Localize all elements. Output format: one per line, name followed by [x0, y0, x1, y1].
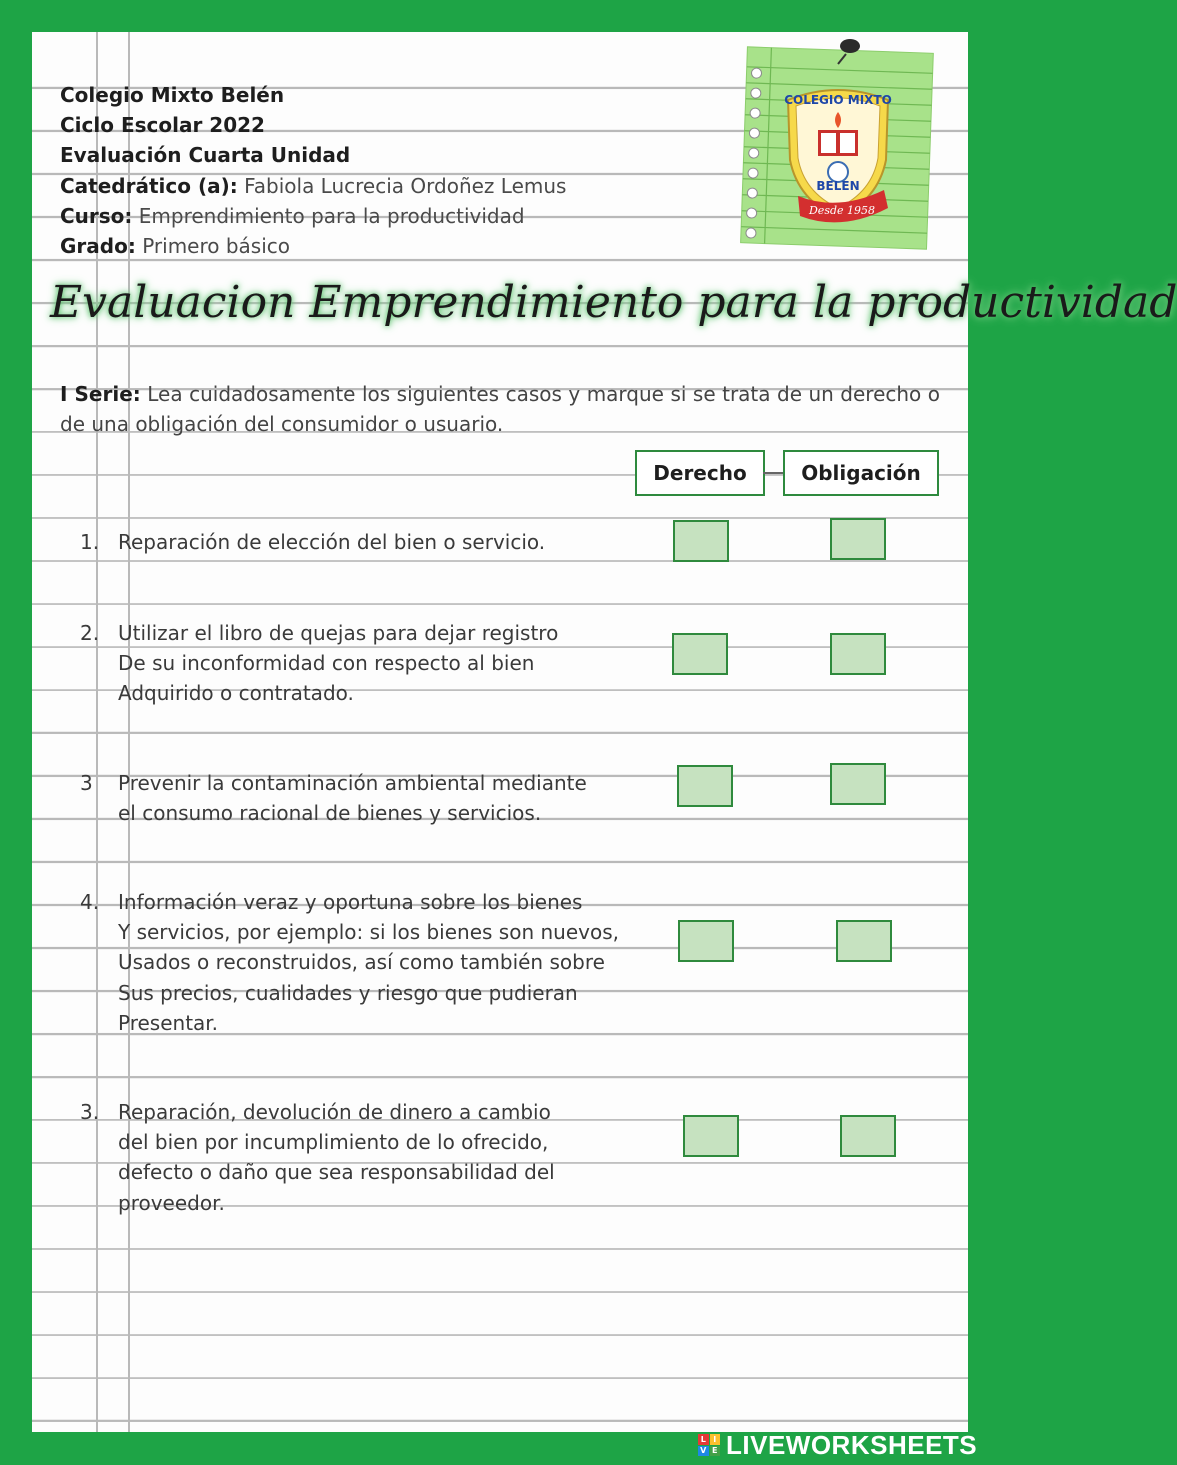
question-item	[80, 768, 678, 828]
logo-badge-letter: I	[710, 1434, 721, 1445]
answer-box-derecho-1[interactable]	[673, 520, 729, 562]
question-item	[80, 527, 678, 557]
answer-box-obligacion-2[interactable]	[830, 633, 886, 675]
question-text: De su inconformidad con respecto al bien	[118, 651, 535, 676]
logo-top-text: COLEGIO MIXTO	[784, 93, 892, 107]
course-value: Emprendimiento para la productividad	[138, 203, 525, 228]
question-text: Sus precios, cualidades y riesgo que pudieran	[118, 980, 578, 1005]
logo-badge-letter: V	[698, 1446, 709, 1457]
instructions-label: I Serie:	[60, 382, 141, 406]
question-text: Información veraz y oportuna sobre los bienes	[118, 890, 583, 914]
grade-label: Grado:	[60, 234, 136, 259]
question-text: el consumo racional de bienes y servicios.	[118, 801, 542, 826]
logo-ribbon-text: Desde 1958	[808, 204, 876, 217]
school-logo	[738, 40, 936, 254]
header-connector	[763, 472, 783, 474]
question-item	[80, 887, 678, 1038]
question-text: Y servicios, por ejemplo: si los bienes son nuevos,	[118, 920, 619, 945]
school-name: Colegio Mixto Belén	[60, 83, 285, 107]
column-header-derecho: Derecho	[635, 450, 765, 496]
answer-box-derecho-3[interactable]	[677, 765, 733, 807]
header-info	[60, 80, 566, 261]
question-text: Adquirido o contratado.	[118, 681, 354, 706]
question-text: Presentar.	[118, 1010, 219, 1035]
question-number: 1.	[80, 530, 100, 554]
logo-bottom-text: BELEN	[816, 179, 860, 193]
teacher-value: Fabiola Lucrecia Ordoñez Lemus	[244, 173, 567, 198]
question-text: Reparación de elección del bien o servicio.	[118, 530, 546, 554]
question-text: defecto o daño que sea responsabilidad del	[118, 1160, 555, 1185]
question-item	[80, 618, 678, 709]
page-title: Evaluacion Emprendimiento para la productividad	[50, 277, 1177, 328]
column-header-obligacion: Obligación	[783, 450, 939, 496]
question-number: 3.	[80, 1100, 100, 1124]
footer-brand-text: LIVEWORKSHEETS	[726, 1429, 978, 1460]
answer-box-derecho-2[interactable]	[672, 633, 728, 675]
question-text: Usados o reconstruidos, así como también sobre	[118, 950, 605, 975]
logo-badge-letter: L	[698, 1434, 709, 1445]
footer-brand	[698, 1431, 977, 1459]
question-number: 3	[80, 771, 93, 795]
answer-box-obligacion-1[interactable]	[830, 518, 886, 560]
question-text: del bien por incumplimiento de lo ofrecido,	[118, 1130, 549, 1155]
instructions	[60, 379, 940, 439]
question-text: Prevenir la contaminación ambiental mediante	[118, 771, 587, 795]
answer-box-derecho-5[interactable]	[683, 1115, 739, 1157]
answer-box-obligacion-5[interactable]	[840, 1115, 896, 1157]
question-number: 2.	[80, 621, 100, 645]
question-number: 4.	[80, 890, 100, 914]
liveworksheets-logo-icon	[698, 1434, 720, 1456]
school-cycle: Ciclo Escolar 2022	[60, 113, 265, 138]
answer-box-obligacion-3[interactable]	[830, 763, 886, 805]
evaluation-name: Evaluación Cuarta Unidad	[60, 143, 351, 168]
instructions-text: Lea cuidadosamente los siguientes casos y marque si se trata de un derecho o de una obligación del consumidor o usuario.	[60, 382, 941, 436]
answer-box-obligacion-4[interactable]	[836, 920, 892, 962]
logo-badge-letter: E	[710, 1446, 721, 1457]
grade-value: Primero básico	[142, 234, 291, 259]
teacher-label: Catedrático (a):	[60, 173, 238, 198]
answer-box-derecho-4[interactable]	[678, 920, 734, 962]
question-text: Reparación, devolución de dinero a cambio	[118, 1100, 551, 1124]
course-label: Curso:	[60, 203, 133, 228]
question-item	[80, 1097, 678, 1218]
question-text: Utilizar el libro de quejas para dejar registro	[118, 621, 559, 645]
question-text: proveedor.	[118, 1190, 225, 1215]
